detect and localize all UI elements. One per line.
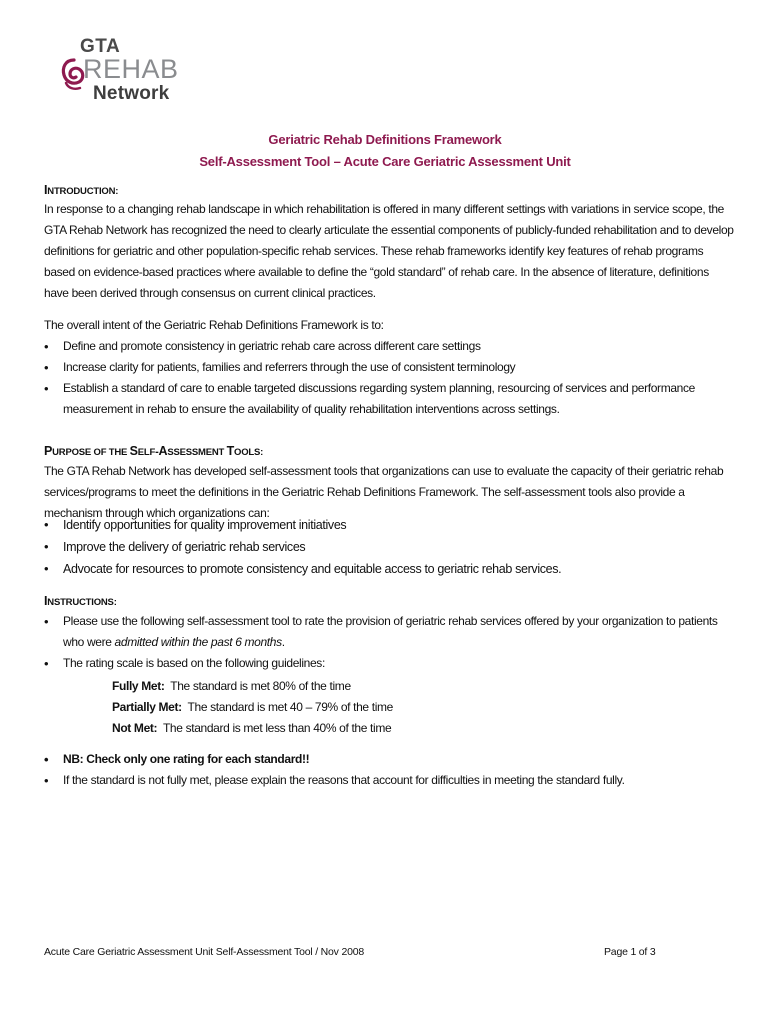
instructions-list-top	[44, 611, 736, 674]
logo-rehab-text: REHAB	[83, 54, 179, 84]
logo-gta-text: GTA	[80, 36, 121, 57]
intent-list	[44, 336, 736, 420]
purpose-list	[44, 514, 736, 580]
list-item: • Advocate for resources to promote consistency and equitable access to geriatric rehab services.	[44, 558, 736, 580]
purpose-heading: PURPOSE OF THE SELF-ASSESSMENT TOOLS:	[44, 444, 264, 458]
list-item: • If the standard is not fully met, please explain the reasons that account for difficulties in meeting the standard fully.	[44, 770, 736, 791]
list-item: • Define and promote consistency in geriatric rehab care across different care settings	[44, 336, 736, 357]
rating-fully-met: Fully Met: The standard is met 80% of the time	[112, 679, 351, 693]
purpose-paragraph: The GTA Rehab Network has developed self-assessment tools that organizations can use to evaluate the capacity of their geriatric rehab services/programs to meet the definitions in the Geriatric Rehab Definitions Framework. The self-assessment tools also provide a mechanism through which organizations can:	[44, 464, 724, 520]
list-item: • Establish a standard of care to enable targeted discussions regarding system planning, resourcing of services and performance measurement in rehab to ensure the availability of quality rehabilitation interventions across settings.	[44, 378, 736, 420]
document-subtitle: Self-Assessment Tool – Acute Care Geriatric Assessment Unit	[199, 154, 571, 169]
list-item: • NB: Check only one rating for each standard!!	[44, 749, 736, 770]
gta-rehab-network-logo	[60, 36, 180, 108]
intent-lead: The overall intent of the Geriatric Rehab Definitions Framework is to:	[44, 318, 384, 332]
instructions-list-bottom	[44, 749, 736, 791]
list-item: • The rating scale is based on the following guidelines:	[44, 653, 736, 674]
list-item: • Improve the delivery of geriatric rehab services	[44, 536, 736, 558]
document-title: Geriatric Rehab Definitions Framework	[268, 132, 502, 147]
footer-document-info: Acute Care Geriatric Assessment Unit Self-Assessment Tool / Nov 2008	[44, 946, 365, 958]
footer-page-number: Page 1 of 3	[604, 946, 656, 958]
instructions-heading: INSTRUCTIONS:	[44, 594, 117, 608]
list-item: • Identify opportunities for quality improvement initiatives	[44, 514, 736, 536]
introduction-paragraph: In response to a changing rehab landscape in which rehabilitation is offered in many different settings with variations in service scope, the GTA Rehab Network has recognized the need to clearly articulate the essential components of publicly-funded rehabilitation and to develop definitions for geriatric and other population-specific rehab services. These rehab frameworks identify key features of rehab programs based on evidence-based practices where available to define the “gold standard” of rehab care. In the absence of literature, definitions have been derived through consensus on current clinical practices.	[44, 202, 734, 300]
rating-partially-met: Partially Met: The standard is met 40 – 79% of the time	[112, 700, 393, 714]
rating-not-met: Not Met: The standard is met less than 40% of the time	[112, 721, 392, 735]
list-item: • Increase clarity for patients, families and referrers through the use of consistent terminology	[44, 357, 736, 378]
list-item: • Please use the following self-assessment tool to rate the provision of geriatric rehab services offered by your organization to patients who were admitted within the past 6 months.	[44, 611, 736, 653]
logo-network-text: Network	[93, 83, 170, 104]
introduction-heading: INTRODUCTION:	[44, 183, 119, 197]
